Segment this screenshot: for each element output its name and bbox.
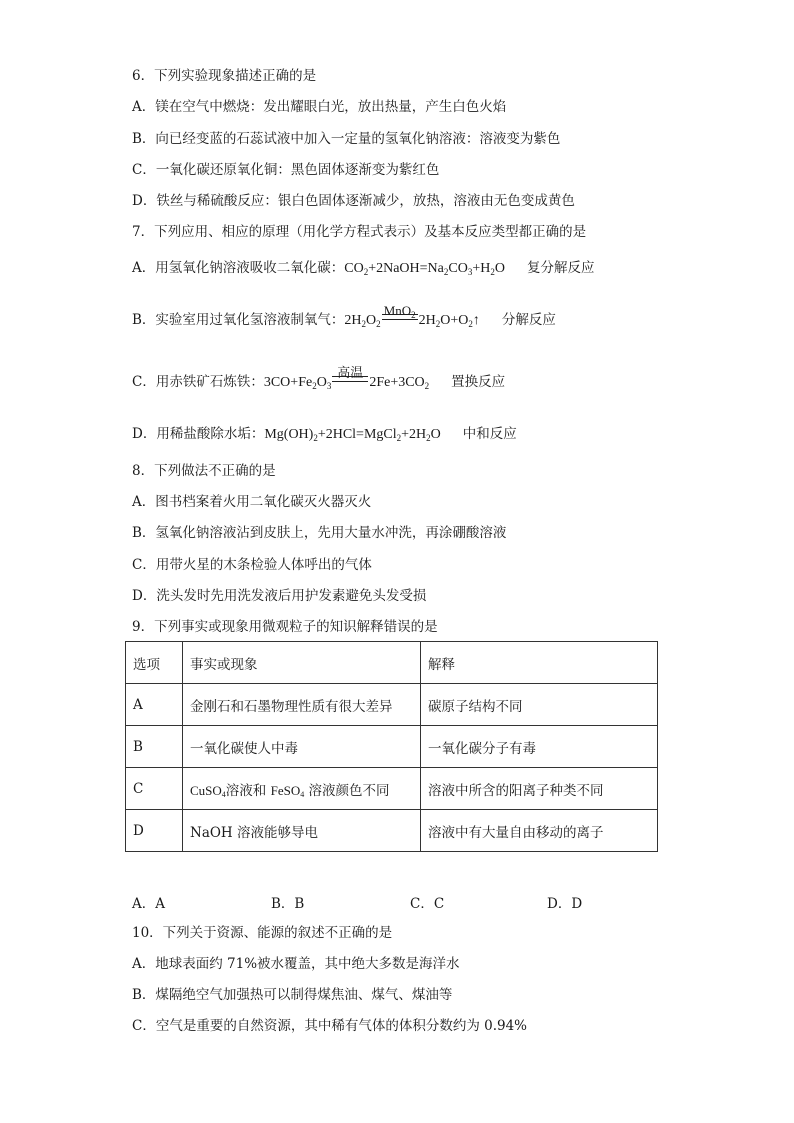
row-option: A [126,684,183,726]
row-fact: NaOH 溶液能够导电 [183,810,421,852]
q7-c-label: C．用赤铁矿石炼铁： [132,374,264,390]
table-row [126,726,658,768]
q10-stem: 10．下列关于资源、能源的叙述不正确的是 [132,925,393,941]
row-explain: 碳原子结构不同 [421,684,658,726]
row-fact: 一氧化碳使人中毒 [183,726,421,768]
header-fact: 事实或现象 [183,642,421,684]
q6-option-b: B．向已经变蓝的石蕊试液中加入一定量的氢氧化钠溶液：溶液变为紫色 [132,131,561,147]
q9-option-c: C．C [410,896,445,912]
q6-stem: 6．下列实验现象描述正确的是 [132,68,317,84]
q8-option-d: D．洗头发时先用洗发液后用护发素避免头发受损 [132,588,427,604]
q9-option-d: D．D [547,896,583,912]
row-explain: 溶液中所含的阳离子种类不同 [421,768,658,810]
row-fact: CuSO$_4$溶液和 FeSO$_4$ 溶液颜色不同 [183,768,421,810]
q9-table [125,641,658,852]
table-row [126,810,658,852]
q7-d-type: 中和反应 [462,426,517,442]
q7-b-label: B．实验室用过氧化氢溶液制氧气： [132,312,345,328]
table-row [126,684,658,726]
row-option: C [126,768,183,810]
q6-option-c: C．一氧化碳还原氧化铜：黑色固体逐渐变为紫红色 [132,162,440,178]
q7-c-equation: $3CO+Fe_2O_3$ 高温 $2Fe+3CO_2$ [263,365,430,391]
q7-stem: 7．下列应用、相应的原理（用化学方程式表示）及基本反应类型都正确的是 [132,224,587,240]
q6-option-d: D．铁丝与稀硫酸反应：银白色固体逐渐减少，放热，溶液由无色变成黄色 [132,193,575,209]
table-header-row [126,642,658,684]
q7-c-condition: 高温 [337,365,364,380]
q7-option-a [132,259,594,278]
q7-c-type: 置换反应 [451,374,506,390]
q7-a-label: A．用氢氧化钠溶液吸收二氧化碳： [132,260,345,276]
q8-option-a: A．图书档案着火用二氧化碳灭火器灭火 [132,494,372,510]
q7-option-c [132,365,506,392]
q10-option-b: B．煤隔绝空气加强热可以制得煤焦油、煤气、煤油等 [132,987,453,1003]
q7-option-b [132,303,556,330]
q9-option-a: A．A [132,896,165,912]
q8-option-c: C．用带火星的木条检验人体呼出的气体 [132,557,372,573]
row-option: B [126,726,183,768]
q7-b-type: 分解反应 [501,312,556,328]
header-explain: 解释 [421,642,658,684]
row-fact: 金刚石和石墨物理性质有很大差异 [183,684,421,726]
q7-b-condition: MnO$_2$ [383,303,416,320]
q9-option-b: B．B [271,896,305,912]
q7-b-equation: $2H_2O_2$ MnO$_2$ $2H_2O+O_2↑$ [344,303,480,329]
q10-option-a: A．地球表面约 71%被水覆盖，其中绝大多数是海洋水 [132,956,460,972]
table-row [126,768,658,810]
q8-option-b: B．氢氧化钠溶液沾到皮肤上，先用大量水冲洗，再涂硼酸溶液 [132,525,507,541]
q7-d-label: D．用稀盐酸除水垢： [132,426,265,442]
row-option: D [126,810,183,852]
header-option: 选项 [126,642,183,684]
q7-a-type: 复分解反应 [526,260,595,276]
q7-a-equation: $CO_2+2NaOH=Na_2CO_3+H_2O$ [344,261,505,277]
row-explain: 溶液中有大量自由移动的离子 [421,810,658,852]
q9-stem: 9．下列事实或现象用微观粒子的知识解释错误的是 [132,619,438,635]
q6-option-a: A．镁在空气中燃烧：发出耀眼白光，放出热量，产生白色火焰 [132,99,507,115]
row-explain: 一氧化碳分子有毒 [421,726,658,768]
q7-d-equation: $Mg(OH)_2+2HCl=MgCl_2+2H_2O$ [264,427,441,443]
q10-option-c: C．空气是重要的自然资源，其中稀有气体的体积分数约为 0.94% [132,1018,528,1034]
q7-option-d [132,425,517,444]
q8-stem: 8．下列做法不正确的是 [132,463,276,479]
